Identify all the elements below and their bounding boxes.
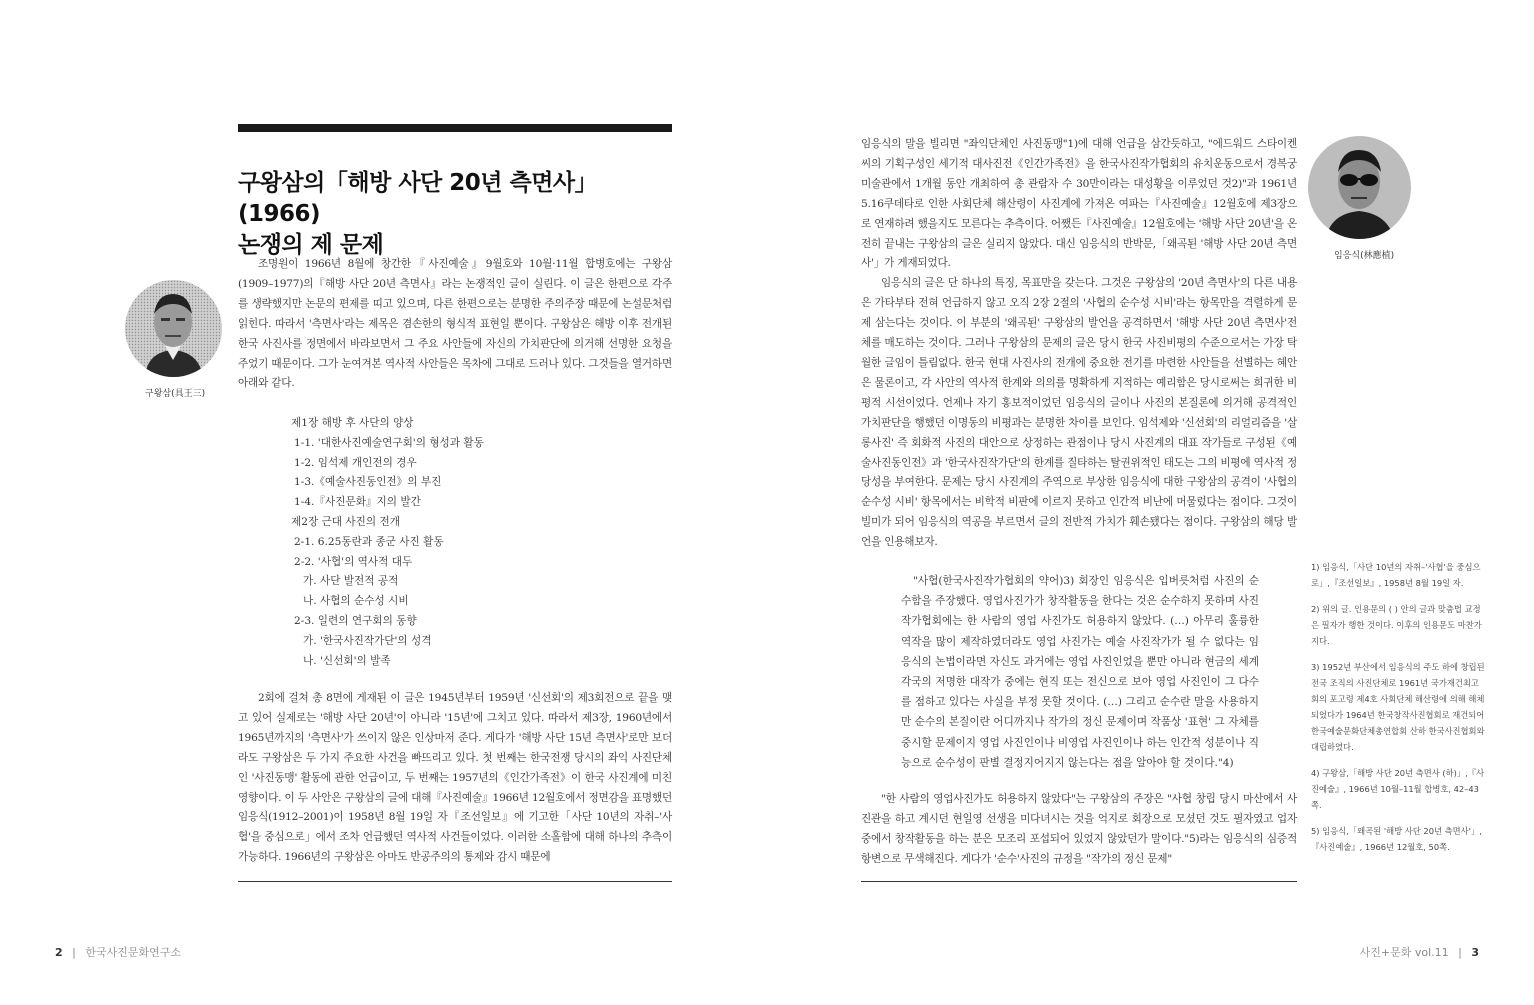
- title-line-1: 구왕삼의「해방 사단 20년 측면사」(1966): [238, 170, 598, 227]
- paragraph-text: 조명원이 1966년 8월에 창간한『사진예술』9월호와 10월·11월 합병호에는 구왕삼(1909–1977)의『해방 사단 20년 측면사』라는 논쟁적인 글이 실린다. 이 글은 한편으로 각주를 생략했지만 논문의 편제를 띠고 있으며, 다른 한편으로는 분명한 주의주장 때문에 논설문처럼 읽힌다. 따라서 '측면사'라는 제목은 겸손한의 형식적 표현일 뿐이다. 구왕삼은 해방 이후 전개된 한국 사진사를 정면에서 바라보면서 그 주요 사안들에 자신의 가치판단에 의거해 선명한 요청을 주었기 때문이다. 그가 눈여겨본 역사적 사안들은 목차에 그대로 드러나 있다. 그것들을 열거하면 아래와 같다.: [238, 258, 672, 390]
- page-number-left: 2: [55, 946, 63, 959]
- toc-item: 가. 사단 발전적 공적: [303, 575, 399, 588]
- footnotes: [1311, 559, 1486, 865]
- footer-separator: |: [1458, 946, 1462, 959]
- footnote-5: 5) 임응식,「왜곡된 '해방 사단 20년 측면사'」,『사진예술』, 1966년 12월호, 50쪽.: [1311, 826, 1482, 852]
- toc-item: 1-1. '대한사진예술연구회'의 형성과 활동: [294, 436, 484, 449]
- toc-item: 1-4.『사진문화』지의 발간: [294, 496, 421, 509]
- page-number-right: 3: [1471, 946, 1479, 959]
- left-intro-paragraph: [238, 255, 672, 394]
- toc-item: 1-3.《예술사진동인전》의 부진: [294, 476, 442, 489]
- footer-right: [1360, 944, 1479, 960]
- toc-item: 2-3. 일련의 연구회의 동향: [294, 614, 417, 627]
- toc-item: 2-2. '사협'의 역사적 대두: [294, 555, 413, 568]
- right-top-paragraph: [861, 135, 1297, 553]
- footnote-1: 1) 임응식,「사단 10년의 자취–'사협'을 중심으로」,『조선일보』, 1958년 8월 19일 자.: [1311, 562, 1481, 588]
- footer-separator: |: [72, 946, 76, 959]
- right-bottom-rule: [861, 881, 1297, 882]
- right-bottom-paragraph: [861, 790, 1297, 870]
- toc-item: 1-2. 임석제 개인전의 경우: [294, 456, 417, 469]
- portrait-photo-left: [125, 280, 222, 377]
- title-rule: [238, 124, 672, 132]
- paragraph-text: 2회에 걸쳐 총 8면에 게재된 이 글은 1945년부터 1959년 '신선회'의 제3회전으로 끝을 맺고 있어 실제로는 '해방 사단 20년'이 아니라 '15년'에 그치고 있다. 따라서 제3장, 1960년에서 1965년까지의 '측면사'가 쓰이지 않은 인상마저 준다. 게다가 '해방 사단 15년 측면사'로만 보더라도 구왕삼은 두 가지 주요한 사건을 빠뜨리고 있다. 첫 번째는 한국전쟁 당시의 좌익 사진단체인 '사진동맹' 활동에 관한 언급이고, 두 번째는 1957년의《인간가족전》이 한국 사진계에 미친 영향이다. 이 두 사안은 구왕삼의 글에 대해『사진예술』1966년 12월호에서 정면감을 표명했던 임응식(1912–2001)이 1958년 8월 19일 자『조선일보』에 기고한「사단 10년의 자취–'사협'을 중심으로」에서 조차 언급했던 역사적 사건들이었다. 이러한 소홀함에 대해 하나의 추측이 가능하다. 1966년의 구왕삼은 아마도 반공주의의 통제와 감시 때문에: [238, 692, 672, 864]
- portrait-photo-right: [1308, 136, 1411, 239]
- paragraph-text: 임응식의 글은 단 하나의 특징, 목표만을 갖는다. 그것은 구왕삼의 '20년 측면사'의 다른 내용은 가타부타 전혀 언급하지 않고 오직 2장 2절의 '사협의 순수성 시비'라는 항목만을 격렬하게 문제 삼는다는 것이다. 이 부분의 '왜곡된' 구왕삼의 발언을 공격하면서 '해방 사단 20년 측면사'전체를 매도하는 것이다. 그러나 구왕삼의 문제의 글은 당시 한국 사진비평의 수준으로서는 가장 탁월한 글임이 틀림없다. 한국 현대 사진사의 전개에 중요한 전기를 마련한 사안들을 선별하는 혜안은 물론이고, 각 사안의 역사적 한계와 의의를 명확하게 지적하는 예리함은 당시로써는 희귀한 비평적 시선이었다. 언제나 자기 홍보적이었던 임응식의 글이나 사진의 본질론에 의거해 공격적인 가치판단을 행했던 이명동의 비평과는 분명한 차이를 보인다. 임석제와 '신선회'의 리얼리즘을 '살롱사진' 즉 회화적 사진의 대안으로 상정하는 관점이나 당시 사진계의 대표 작가들로 구성된《예술사진동인전》과 '한국사진작가단'의 한계를 질타하는 탈권위적인 태도는 그의 비평에 역사적 정당성을 부여한다. 문제는 당시 사진계의 주역으로 부상한 임응식에 대한 구왕삼의 공격이 '사협의 순수성 시비' 항목에서는 비학적 비판에 이르지 못하고 인간적 비난에 머물렀다는 점이다. 그것이 빌미가 되어 임응식의 역공을 부르면서 글의 전반적 가치가 훼손됐다는 점이다. 구왕삼의 해당 발언을 인용해보자.: [861, 277, 1297, 549]
- title-line-2: 논쟁의 제 문제: [238, 232, 384, 258]
- paragraph-text: 임응식의 말을 빌리면 "좌익단체인 사진동맹"1)에 대해 언급을 삼간듯하고, "에드워드 스타이켄 씨의 기획구성인 세기적 대사진전《인간가족전》을 한국사진작가협회의 유치운동으로서 경복궁미술관에서 1개월 동안 개최하여 총 관람자 수 30만이라는 대성황을 이루었던 것2)"과 1961년 5.16쿠데타로 인한 사회단체 해산령이 사진계에 가져온 여파는『사진예술』12월호에 제3장으로 연재하려 했을지도 모른다는 추측이다. 어쨌든『사진예술』12월호에는 '해방 사단 20년'을 온전히 끝내는 구왕삼의 글은 실리지 않았다. 대신 임응식의 반박문,「왜곡된 '해방 사단 20년 측면사'」가 게재되었다.: [861, 138, 1297, 270]
- publisher-name: 한국사진문화연구소: [85, 946, 182, 959]
- toc-item: 가. '한국사진작가단'의 성격: [303, 634, 432, 647]
- footnote-4: 4) 구왕삼,「해방 사단 20년 측면사 (하)」,『사진예술』, 1966년 10월–11월 합병호, 42–43쪽.: [1311, 768, 1485, 810]
- footnote-3: 3) 1952년 부산에서 임응식의 주도 하에 창립된 전국 조직의 사진단체로 1961년 국가재건최고회의 포고령 제4호 사회단체 해산령에 의해 해체되었다가 1964년 한국창작사진협회로 재건되어 한국예술문화단체총연합회 산하 한국사진협회와 대립하였다.: [1311, 662, 1485, 752]
- footer-left: [55, 944, 181, 960]
- left-body-paragraph: [238, 689, 672, 868]
- caption-right: 임응식(林應植): [1334, 251, 1395, 261]
- quote-text: "사협(한국사진작가협회의 약어)3) 회장인 임응식은 입버릇처럼 사진의 순수함을 주장했다. 영업사진가가 창작활동을 한다는 것은 순수하지 못하며 사진작가협회에는 한 사람의 영업 사진가도 허용하지 않았다. (…) 아무리 훌륭한 역작을 많이 제작하였더라도 영업 사진가는 예술 사진작가가 될 수 없다는 임응식의 논법이라면 자신도 과거에는 영업 사진인었을 뿐만 아니라 현금의 세계 각국의 저명한 대작가 중에는 현직 또는 전신으로 보아 영업 사진인이 그 다수를 점하고 있다는 사실을 부정 못할 것이다. (…) 그리고 순수란 말을 사용하지만 순수의 본질이란 어디까지나 작가의 정신 문제이며 작품상 '표현' 그 자체를 중시할 문제이지 영업 사진인이나 비영업 사진인이나 하는 인간적 성분이나 직능으로 순수성이 판별 결정지어지지 않는다는 점을 알아야 할 것이다."4): [901, 575, 1259, 769]
- article-title: [238, 168, 678, 261]
- toc-item: 제2장 근대 사진의 전개: [291, 515, 400, 528]
- left-bottom-rule: [238, 881, 672, 882]
- paragraph-text: "한 사람의 영업사진가도 허용하지 않았다"는 구왕삼의 주장은 "사협 창립 당시 마산에서 사진관을 하고 계시던 현일영 선생을 미다녀시는 것을 억지로 회장으로 모셨던 것도 필자였고 업자 중에서 창작활동을 하는 분은 모조리 포섭되어 있었지 않았던가 말이다."5)라는 임응식의 심증적 항변으로 무색해진다. 게다가 '순수'사진의 규정을 "작가의 정신 문제": [861, 793, 1297, 865]
- block-quote: [901, 571, 1259, 773]
- toc-item: 나. 사협의 순수성 시비: [303, 595, 409, 608]
- journal-name: 사진+문화 vol.11: [1359, 946, 1449, 959]
- caption-left: 구왕삼(具王三): [145, 389, 206, 399]
- toc-item: 제1장 해방 후 사단의 양상: [291, 417, 414, 429]
- toc-item: 2-1. 6.25동란과 종군 사진 활동: [294, 535, 444, 548]
- table-of-contents: [291, 414, 631, 671]
- footnote-2: 2) 위의 글. 인용문의 ( ) 안의 글과 맞춤법 교정은 필자가 행한 것이다. 이후의 인용문도 마찬가지다.: [1311, 604, 1482, 646]
- toc-item: 나. '신선회'의 발족: [303, 654, 391, 667]
